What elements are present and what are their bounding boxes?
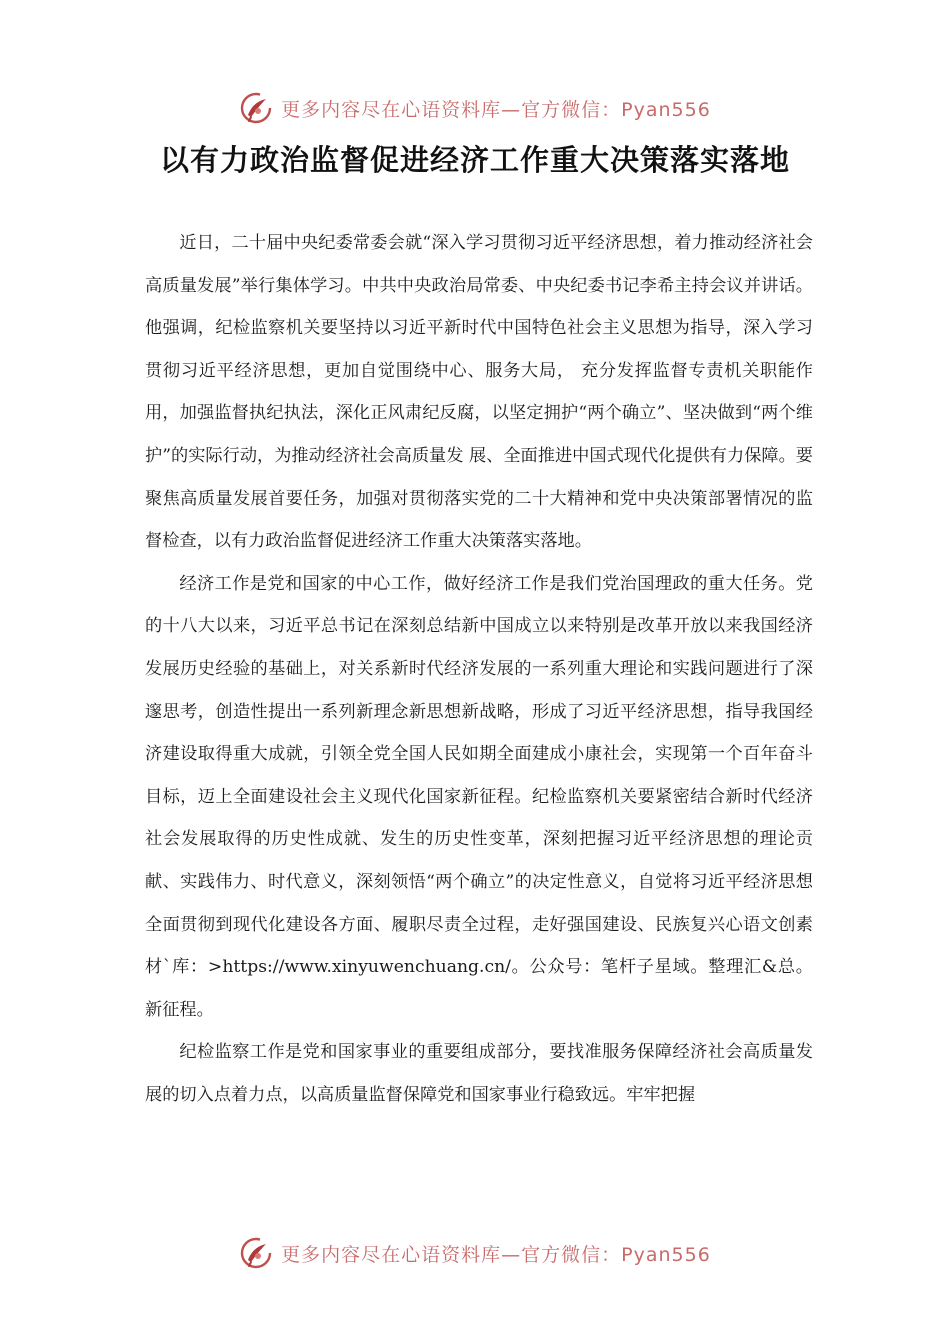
body-paragraph: 经济工作是党和国家的中心工作，做好经济工作是我们党治国理政的重大任务。党的十八大以来，习近平总书记在深刻总结新中国成立以来特别是改革开放以来我国经济发展历史经验的基础上，对关系新时代经济发展的一系列重大理论和实践问题进行了深邃思考，创造性提出一系列新理念新思想新战略，形成了习近平经济思想，指导我国经济建设取得重大成就，引领全党全国人民如期全面建成小康社会，实现第一个百年奋斗目标，迈上全面建设社会主义现代化国家新征程。纪检监察机关要紧密结合新时代经济社会发展取得的历史性成就、发生的历史性变革，深刻把握习近平经济思想的理论贡献、实践伟力、时代意义，深刻领悟“两个确立”的决定性意义，自觉将习近平经济思想全面贯彻到现代化建设各方面、履职尽责全过程，走好强国建设、民族复兴心语文创素材`库：>https://www.xinyuwenchuang.cn/。公众号：笔杆子星域。整理汇&总。新征程。 <box>145 573 813 1020</box>
watermark-footer <box>0 1233 950 1273</box>
document-title: 以有力政治监督促进经济工作重大决策落实落地 <box>159 143 790 177</box>
document-body <box>145 222 813 1116</box>
watermark-text: 更多内容尽在心语资料库—官方微信：Pyan556 <box>281 98 711 121</box>
body-paragraph: 近日，二十届中央纪委常委会就“深入学习贯彻习近平经济思想，着力推动经济社会高质量发展”举行集体学习。中共中央政治局常委、中央纪委书记李希主持会议并讲话。他强调，纪检监察机关要坚持以习近平新时代中国特色社会主义思想为指导，深入学习贯彻习近平经济思想，更加自觉围绕中心、服务大局， 充分发挥监督专责机关职能作用，加强监督执纪执法，深化正风肃纪反腐，以坚定拥护“两个确立”、坚决做到“两个维护”的实际行动，为推动经济社会高质量发 展、全面推进中国式现代化提供有力保障。要聚焦高质量发展首要任务，加强对贯彻落实党的二十大精神和党中央决策部署情况的监督检查，以有力政治监督促进经济工作重大决策落实落地。 <box>145 233 813 552</box>
body-paragraph: 纪检监察工作是党和国家事业的重要组成部分，要找准服务保障经济社会高质量发展的切入点着力点，以高质量监督保障党和国家事业行稳致远。牢牢把握 <box>145 1042 813 1105</box>
watermark-header <box>0 88 950 128</box>
brush-seal-icon <box>239 1236 273 1270</box>
watermark-text: 更多内容尽在心语资料库—官方微信：Pyan556 <box>281 1243 711 1266</box>
brush-seal-icon <box>239 91 273 125</box>
